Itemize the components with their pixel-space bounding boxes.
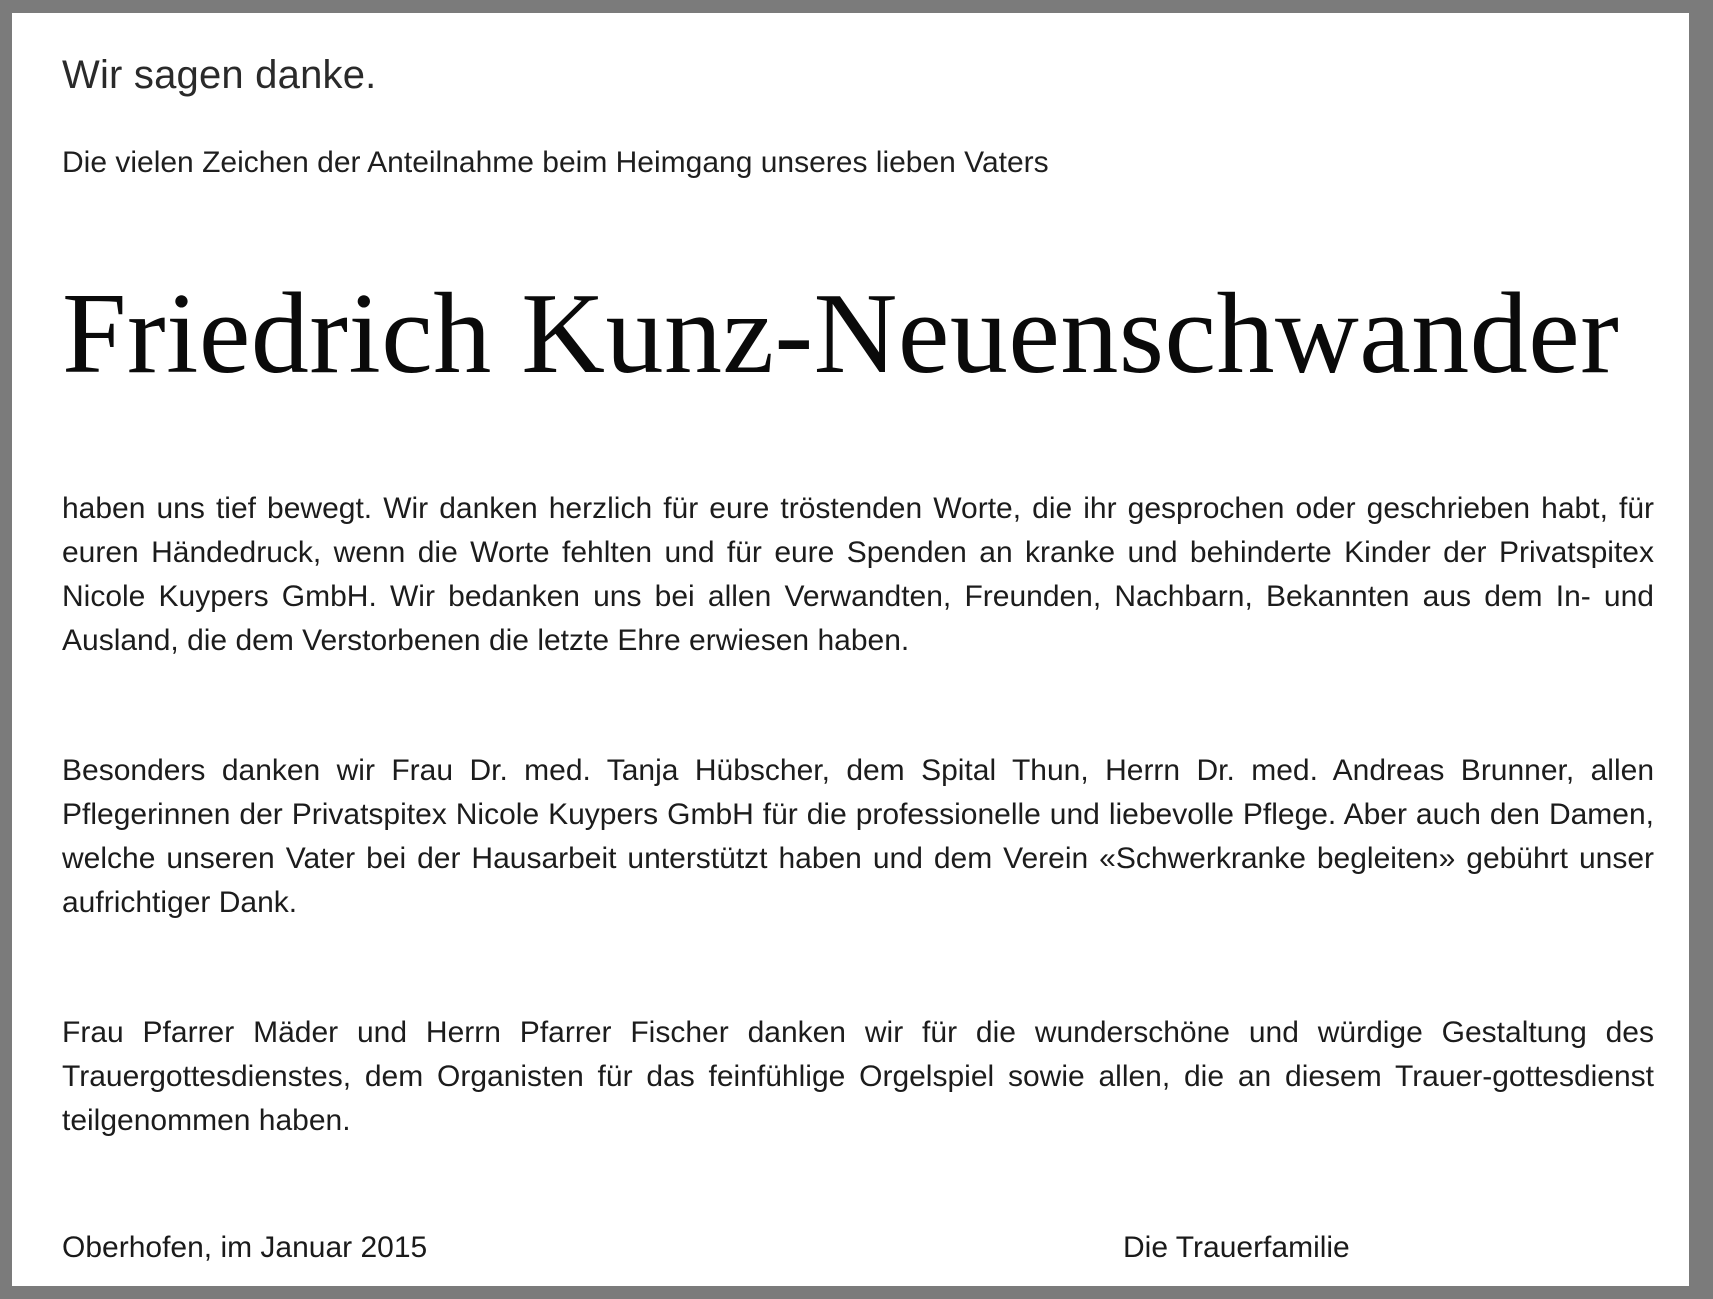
deceased-name: Friedrich Kunz-Neuenschwander bbox=[62, 270, 1620, 398]
thanks-paragraph-2: Besonders danken wir Frau Dr. med. Tanja Hübscher, dem Spital Thun, Herrn Dr. med. Andreas Brunner, allen Pflegerinnen der Privatspitex Nicole Kuypers GmbH für die professionelle und liebevolle Pflege. Aber auch den Damen, welche unseren Vater bei der Hausarbeit unterstützt haben und dem Verein «Schwerkranke begleiten» gebührt unser aufrichtiger Dank. bbox=[62, 754, 1654, 919]
intro-line: Die vielen Zeichen der Anteilnahme beim Heimgang unseres lieben Vaters bbox=[62, 146, 1049, 179]
place-date: Oberhofen, im Januar 2015 bbox=[62, 1231, 428, 1264]
obituary-notice-card bbox=[12, 13, 1689, 1286]
thanks-paragraph-3: Frau Pfarrer Mäder und Herrn Pfarrer Fischer danken wir für die wunderschöne und würdige Gestaltung des Trauergottesdienstes, dem Organisten für das feinfühlige Orgelspiel sowie allen, die an diesem Trauer-gottesdienst teilgenommen haben. bbox=[62, 1016, 1654, 1137]
greeting-heading: Wir sagen danke. bbox=[62, 53, 377, 97]
thanks-paragraph-1: haben uns tief bewegt. Wir danken herzlich für eure tröstenden Worte, die ihr gesprochen oder geschrieben habt, für euren Händedruck, wenn die Worte fehlten und für eure Spenden an kranke und behinderte Kinder der Privatspitex Nicole Kuypers GmbH. Wir bedanken uns bei allen Verwandten, Freunden, Nachbarn, Bekannten aus dem In- und Ausland, die dem Verstorbenen die letzte Ehre erwiesen haben. bbox=[62, 492, 1654, 657]
signature: Die Trauerfamilie bbox=[1123, 1231, 1350, 1264]
